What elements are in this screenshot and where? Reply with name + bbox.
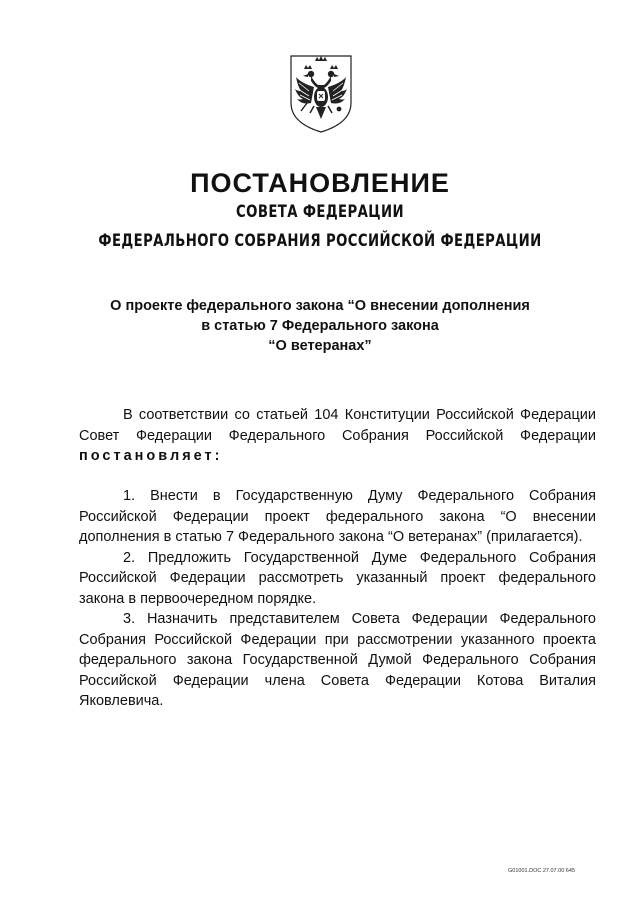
preamble-text: В соответствии со статьей 104 Конституции Российской Федерации Совет Федерации Федерального Собрания Российской Федерации	[79, 407, 596, 444]
preamble-paragraph	[79, 405, 596, 467]
footer-document-code: G01001.DOC 27.07.00 645	[508, 868, 575, 874]
resolution-item-1: 1. Внести в Государственную Думу Федерального Собрания Российской Федерации проект федерального закона “О внесении дополнения в статью 7 Федерального закона “О ветеранах” (прилагается).	[79, 488, 596, 545]
resolution-item-2: 2. Предложить Государственной Думе Федерального Собрания Российской Федерации рассмотреть указанный проект федерального закона в первоочередном порядке.	[79, 549, 596, 607]
document-heading-line-3: “О ветеранах”	[268, 338, 372, 354]
coat-of-arms-icon	[287, 53, 355, 135]
preamble-verb: постановляет:	[79, 448, 223, 464]
resolution-items	[79, 486, 596, 712]
document-heading-line-2: в статью 7 Федерального закона	[201, 318, 439, 334]
document-heading	[0, 296, 640, 356]
document-heading-line-1: О проекте федерального закона “О внесении дополнения	[110, 298, 530, 314]
resolution-item-3: 3. Назначить представителем Совета Федерации Федерального Собрания Российской Федерации при рассмотрении указанного проекта федерального закона Государственной Думой Федерального Собрания Российской Федерации члена Совета Федерации Котова Виталия Яковлевича.	[79, 611, 596, 709]
document-subtitle-line-2: ФЕДЕРАЛЬНОГО СОБРАНИЯ РОССИЙСКОЙ ФЕДЕРАЦИИ	[98, 231, 542, 251]
document-subtitle-line-1: СОВЕТА ФЕДЕРАЦИИ	[236, 202, 404, 222]
document-title: ПОСТАНОВЛЕНИЕ	[190, 168, 450, 198]
